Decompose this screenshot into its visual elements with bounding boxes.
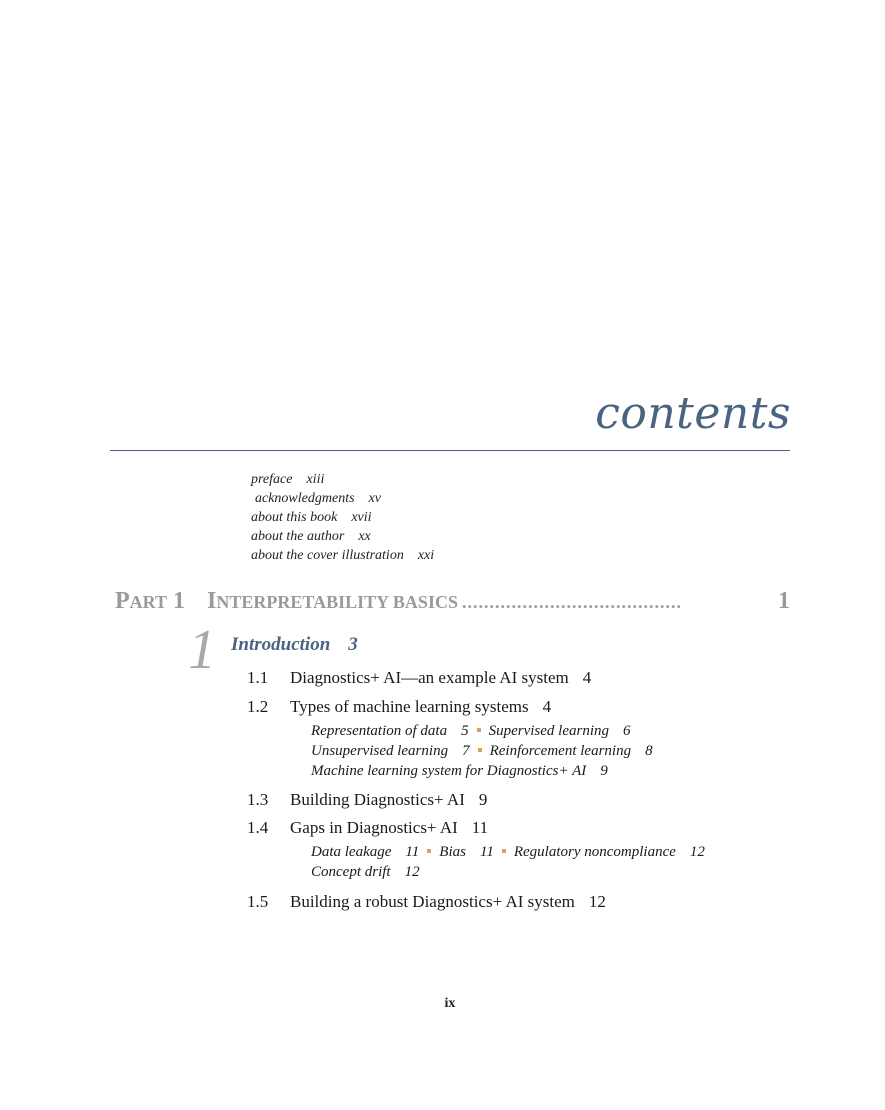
part-leader-dots: ........................................ <box>461 592 682 612</box>
bullet-separator <box>502 849 506 853</box>
subsection-line <box>311 844 705 861</box>
subsection-page: 7 <box>462 743 470 759</box>
section-number: 1.1 <box>247 668 269 687</box>
subsection-item[interactable] <box>311 743 470 759</box>
front-matter-page: xiii <box>306 472 325 487</box>
section-number: 1.2 <box>247 697 269 716</box>
front-matter-label: about this book <box>251 510 338 525</box>
subsection-item[interactable] <box>311 763 608 779</box>
front-matter-page: xx <box>358 529 371 544</box>
subsection-title: Bias <box>439 844 466 860</box>
front-matter-page: xxi <box>417 548 435 563</box>
section-number: 1.5 <box>247 892 269 911</box>
part-number: 1 <box>173 588 186 614</box>
subsection-item[interactable] <box>490 743 653 759</box>
section-number: 1.3 <box>247 790 269 809</box>
subsection-page: 11 <box>479 844 494 860</box>
chapter-title: Introduction <box>231 634 331 655</box>
bullet-separator <box>477 728 481 732</box>
subsection-item[interactable] <box>514 844 705 860</box>
section-number: 1.4 <box>247 818 269 837</box>
page-number: ix <box>444 996 456 1011</box>
section-title: Building Diagnostics+ AI <box>290 790 465 809</box>
section-page: 4 <box>542 697 552 716</box>
subsection-title: Reinforcement learning <box>489 743 632 759</box>
front-matter-page: xv <box>368 491 381 506</box>
part-word-rest: ART <box>129 592 168 612</box>
title-rule <box>110 450 790 451</box>
subsection-title: Data leakage <box>311 844 392 860</box>
subsection-page: 11 <box>405 844 420 860</box>
subsection-item[interactable] <box>439 844 494 860</box>
part-heading[interactable] <box>115 588 790 615</box>
subsection-line <box>311 763 608 780</box>
page-title: contents <box>595 388 791 439</box>
subsection-line <box>311 723 631 740</box>
subsection-item[interactable] <box>311 864 420 880</box>
section-item[interactable] <box>247 790 487 810</box>
section-item[interactable] <box>247 818 488 838</box>
front-matter-item[interactable] <box>251 470 434 489</box>
section-page: 9 <box>478 790 488 809</box>
subsection-item[interactable] <box>311 723 469 739</box>
front-matter-label: about the author <box>251 529 345 544</box>
part-word-initial: P <box>115 588 130 614</box>
front-matter-item[interactable] <box>251 546 434 565</box>
section-item[interactable] <box>247 892 606 912</box>
subsection-page: 12 <box>689 844 705 860</box>
subsection-item[interactable] <box>489 723 631 739</box>
front-matter-item[interactable] <box>251 527 434 546</box>
section-page: 4 <box>582 668 592 687</box>
part-title-initial: I <box>207 588 217 614</box>
front-matter-label: acknowledgments <box>255 491 355 506</box>
subsection-page: 6 <box>623 723 631 739</box>
subsection-title: Representation of data <box>311 723 448 739</box>
subsection-page: 9 <box>600 763 608 779</box>
subsection-page: 12 <box>404 864 420 880</box>
subsection-title: Machine learning system for Diagnostics+ AI <box>311 763 587 779</box>
front-matter-list <box>251 470 434 565</box>
subsection-title: Concept drift <box>311 864 391 880</box>
chapter-number: 1 <box>188 619 216 681</box>
section-page: 12 <box>588 892 606 911</box>
front-matter-item[interactable] <box>251 489 434 508</box>
subsection-title: Regulatory noncompliance <box>513 844 676 860</box>
section-item[interactable] <box>247 668 591 688</box>
section-title: Types of machine learning systems <box>290 697 529 716</box>
part-title-rest: NTERPRETABILITY BASICS <box>216 592 458 612</box>
section-title: Building a robust Diagnostics+ AI system <box>290 892 575 911</box>
front-matter-page: xvii <box>351 510 372 525</box>
section-item[interactable] <box>247 697 551 717</box>
subsection-title: Supervised learning <box>488 723 609 739</box>
front-matter-item[interactable] <box>251 508 434 527</box>
section-page: 11 <box>471 818 489 837</box>
subsection-title: Unsupervised learning <box>311 743 449 759</box>
chapter-page: 3 <box>348 634 358 655</box>
subsection-line <box>311 864 420 881</box>
bullet-separator <box>478 748 482 752</box>
section-title: Diagnostics+ AI—an example AI system <box>290 668 569 687</box>
bullet-separator <box>427 849 431 853</box>
front-matter-label: preface <box>251 472 293 487</box>
front-matter-label: about the cover illustration <box>251 548 404 563</box>
chapter-title-row[interactable] <box>231 634 358 656</box>
part-page: 1 <box>778 588 790 614</box>
section-title: Gaps in Diagnostics+ AI <box>290 818 458 837</box>
subsection-page: 8 <box>645 743 653 759</box>
subsection-item[interactable] <box>311 844 419 860</box>
subsection-page: 5 <box>461 723 469 739</box>
subsection-line <box>311 743 653 760</box>
